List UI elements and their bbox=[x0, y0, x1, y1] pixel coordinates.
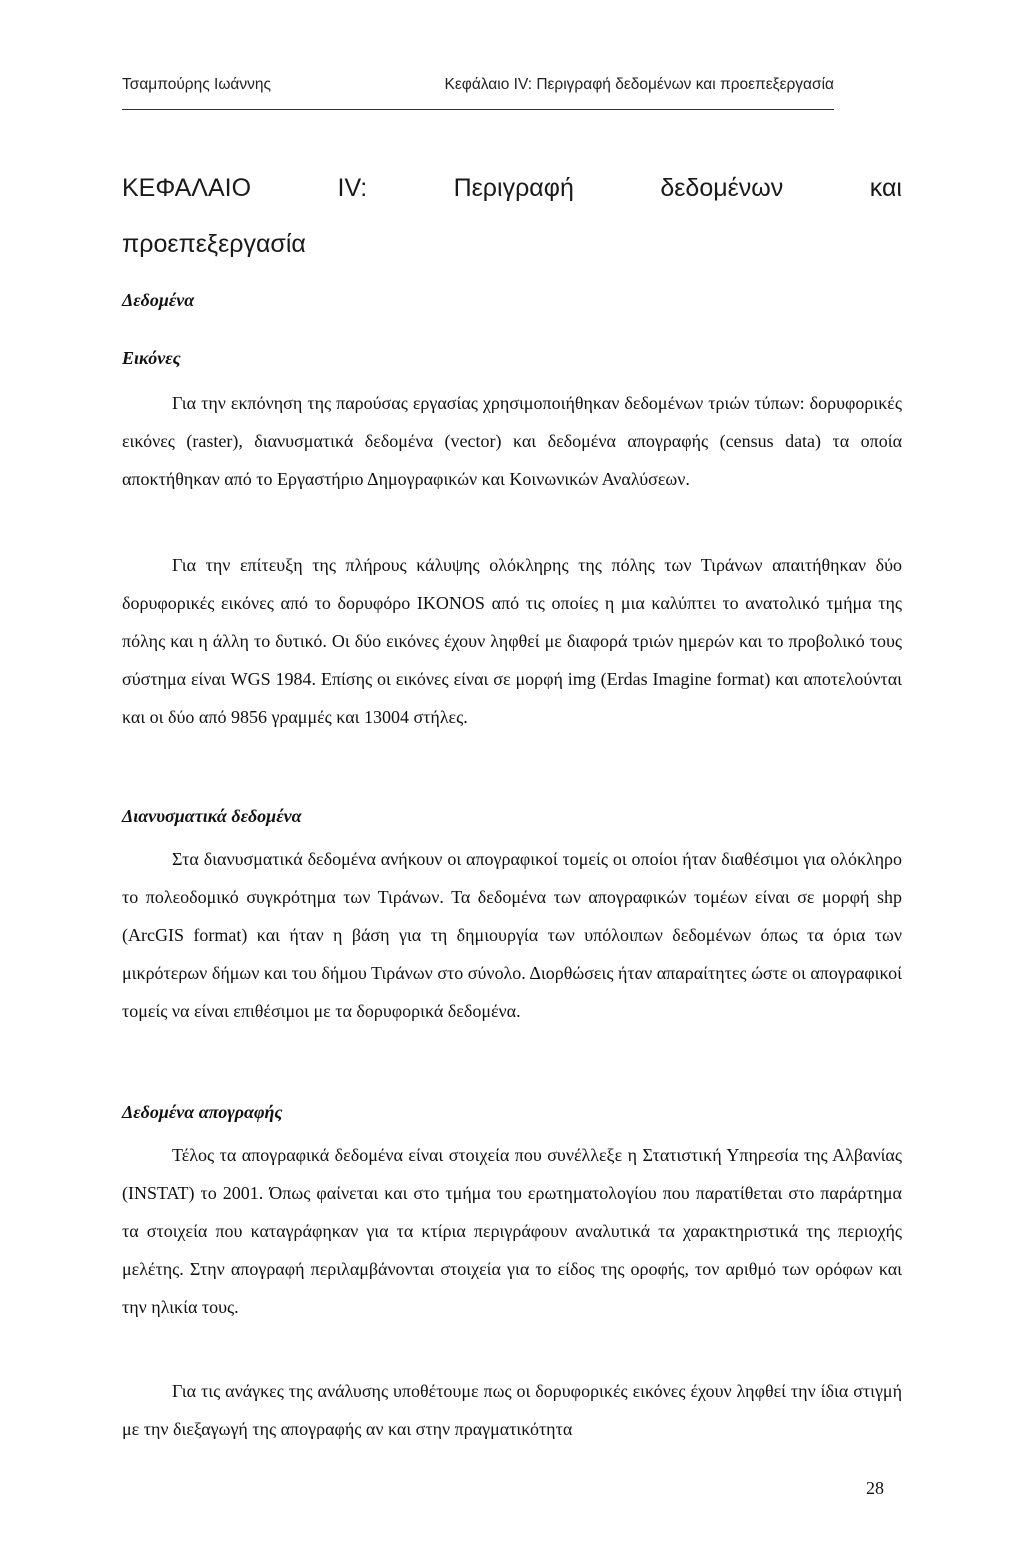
header-chapter-title: Κεφάλαιο IV: Περιγραφή δεδομένων και προεπεξεργασία bbox=[444, 76, 834, 93]
chapter-title-word: και bbox=[869, 174, 902, 202]
header-rule bbox=[122, 109, 834, 110]
chapter-title-line-1 bbox=[122, 160, 902, 216]
subheading-vector: Διανυσματικά δεδομένα bbox=[122, 806, 302, 826]
subheading-images: Εικόνες bbox=[122, 348, 181, 368]
page-number: 28 bbox=[866, 1478, 884, 1498]
chapter-title-line-2: προεπεξεργασία bbox=[122, 230, 306, 258]
chapter-title-word: Περιγραφή bbox=[453, 174, 574, 202]
chapter-title-word: δεδομένων bbox=[660, 174, 784, 202]
subheading-census: Δεδομένα απογραφής bbox=[122, 1102, 283, 1122]
chapter-title-word: ΚΕΦΑΛΑΙΟ bbox=[122, 174, 252, 202]
section-heading: Δεδομένα bbox=[122, 290, 195, 310]
chapter-title bbox=[122, 160, 902, 272]
paragraph-images-intro: Για την εκπόνηση της παρούσας εργασίας χρησιμοποιήθηκαν δεδομένων τριών τύπων: δορυφορικές εικόνες (raster), διανυσματικά δεδομένα (vector) και δεδομένα απογραφής (census data) τα οποία αποκτήθηκαν από το Εργαστήριο Δημογραφικών και Κοινωνικών Αναλύσεων. bbox=[122, 393, 902, 489]
paragraph-census: Τέλος τα απογραφικά δεδομένα είναι στοιχεία που συνέλλεξε η Στατιστική Υπηρεσία της Αλβανίας (INSTAT) το 2001. Όπως φαίνεται και στο τμήμα του ερωτηματολογίου που παρατίθεται στο παράρτημα τα στοιχεία που καταγράφηκαν για τα κτίρια περιγράφουν αναλυτικά τα χαρακτηριστικά της περιοχής μελέτης. Στην απογραφή περιλαμβάνονται στοιχεία για το είδος της οροφής, τον αριθμό των ορόφων και την ηλικία τους. bbox=[122, 1145, 902, 1317]
paragraph-census-assumption: Για τις ανάγκες της ανάλυσης υποθέτουμε πως οι δορυφορικές εικόνες έχουν ληφθεί την ίδια στιγμή με την διεξαγωγή της απογραφής αν και στην πραγματικότητα bbox=[122, 1381, 902, 1439]
header-author: Τσαμπούρης Ιωάννης bbox=[122, 76, 271, 93]
paragraph-vector: Στα διανυσματικά δεδομένα ανήκουν οι απογραφικοί τομείς οι οποίοι ήταν διαθέσιμοι για ολόκληρο το πολεοδομικό συγκρότημα των Τιράνων. Τα δεδομένα των απογραφικών τομέων είναι σε μορφή shp (ArcGIS format) και ήταν η βάση για τη δημιουργία των υπόλοιπων δεδομένων όπως τα όρια των μικρότερων δήμων και του δήμου Τιράνων στο σύνολο. Διορθώσεις ήταν απαραίτητες ώστε οι απογραφικοί τομείς να είναι επιθέσιμοι με τα δορυφορικά δεδομένα. bbox=[122, 849, 902, 1021]
paragraph-images-details: Για την επίτευξη της πλήρους κάλυψης ολόκληρης της πόλης των Τιράνων απαιτήθηκαν δύο δορυφορικές εικόνες από το δορυφόρο IKONOS από τις οποίες η μια καλύπτει το ανατολικό τμήμα της πόλης και η άλλη το δυτικό. Οι δύο εικόνες έχουν ληφθεί με διαφορά τριών ημερών και το προβολικό τους σύστημα είναι WGS 1984. Επίσης οι εικόνες είναι σε μορφή img (Erdas Imagine format) και αποτελούνται και οι δύο από 9856 γραμμές και 13004 στήλες. bbox=[122, 555, 902, 727]
chapter-title-word: IV: bbox=[337, 174, 368, 202]
